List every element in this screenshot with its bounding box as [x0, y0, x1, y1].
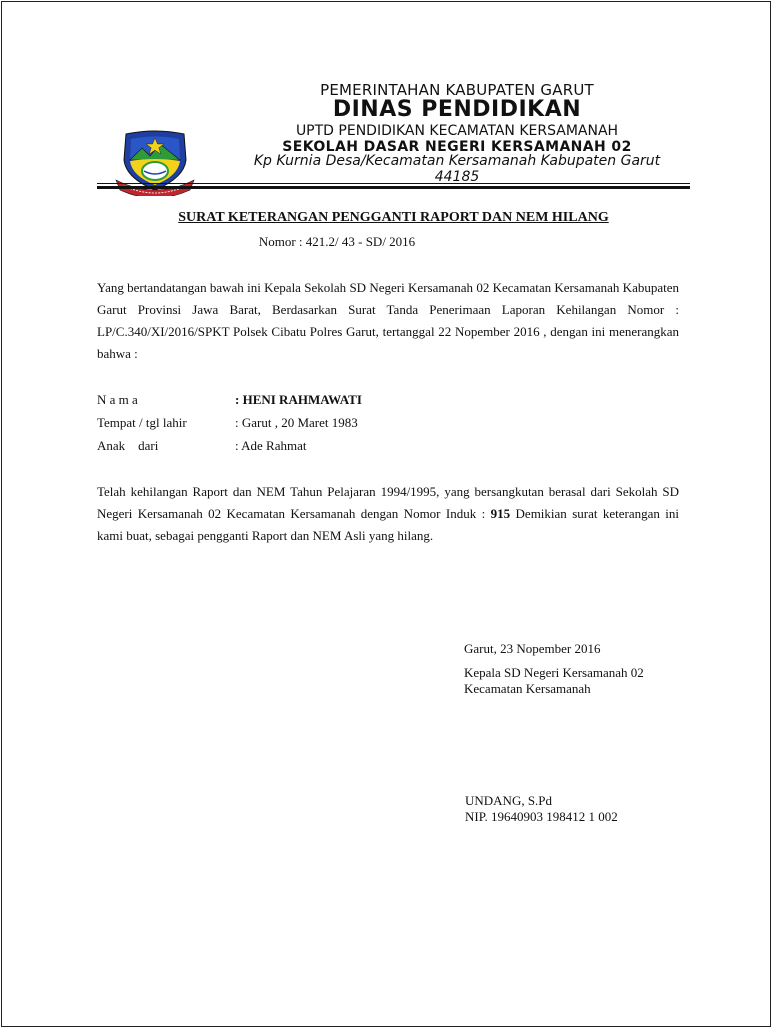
postal-code: 44185 — [434, 169, 480, 185]
field-label-parent: Anak dari — [97, 438, 159, 453]
agency-name: DINAS PENDIDIKAN — [332, 97, 582, 122]
field-value-parent: : Ade Rahmat — [235, 438, 307, 453]
letter-number: Nomor : 421.2/ 43 - SD/ 2016 — [258, 234, 416, 249]
field-value-name: : HENI RAHMAWATI — [235, 392, 362, 407]
intro-paragraph: Yang bertandatangan bawah ini Kepala Sekolah SD Negeri Kersamanah 02 Kecamatan Kersamanah Kabupaten Garut Provinsi Jawa Barat, Berdasarkan Surat Tanda Penerimaan Laporan Kehilangan Nomor : LP/C.340/XI/2016/SPKT Polsek Cibatu Polres Garut, tertanggal 22 Nopember 2016 , dengan ini menerangkan bahwa : — [97, 280, 679, 361]
field-value-birth: : Garut , 20 Maret 1983 — [235, 415, 358, 430]
school-name: SEKOLAH DASAR NEGERI KERSAMANAH 02 — [282, 139, 632, 155]
signer-office: Kecamatan Kersamanah — [464, 681, 591, 696]
letterhead-divider-thin — [97, 183, 690, 184]
body-text-part2: Demikian surat keterangan ini kami buat, sebagai pengganti Raport dan NEM Asli yang hilang. — [97, 506, 680, 543]
address-line: Kp Kurnia Desa/Kecamatan Kersamanah Kabupaten Garut — [253, 153, 661, 169]
government-name: PEMERINTAHAN KABUPATEN GARUT — [320, 81, 594, 99]
body-text-part1: Telah kehilangan Raport dan NEM Tahun Pelajaran 1994/1995, yang bersangkutan berasal dari Sekolah SD Negeri Kersamanah 02 Kecamatan Kersamanah dengan Nomor Induk : — [97, 484, 679, 521]
field-label-name: N a m a — [97, 392, 138, 407]
signer-name: UNDANG, S.Pd — [465, 793, 553, 808]
student-number: 915 — [490, 506, 511, 521]
signer-nip: NIP. 19640903 198412 1 002 — [465, 809, 618, 824]
district-office: UPTD PENDIDIKAN KECAMATAN KERSAMANAH — [295, 123, 619, 139]
place-date: Garut, 23 Nopember 2016 — [464, 641, 601, 656]
letterhead-divider-thick — [97, 186, 690, 189]
letter-page — [1, 1, 771, 1027]
field-label-birth: Tempat / tgl lahir — [97, 415, 187, 430]
school-address — [222, 154, 692, 185]
letter-title: SURAT KETERANGAN PENGGANTI RAPORT DAN NEM HILANG — [178, 210, 609, 225]
body-paragraph — [97, 481, 679, 547]
signer-position: Kepala SD Negeri Kersamanah 02 — [464, 665, 644, 680]
